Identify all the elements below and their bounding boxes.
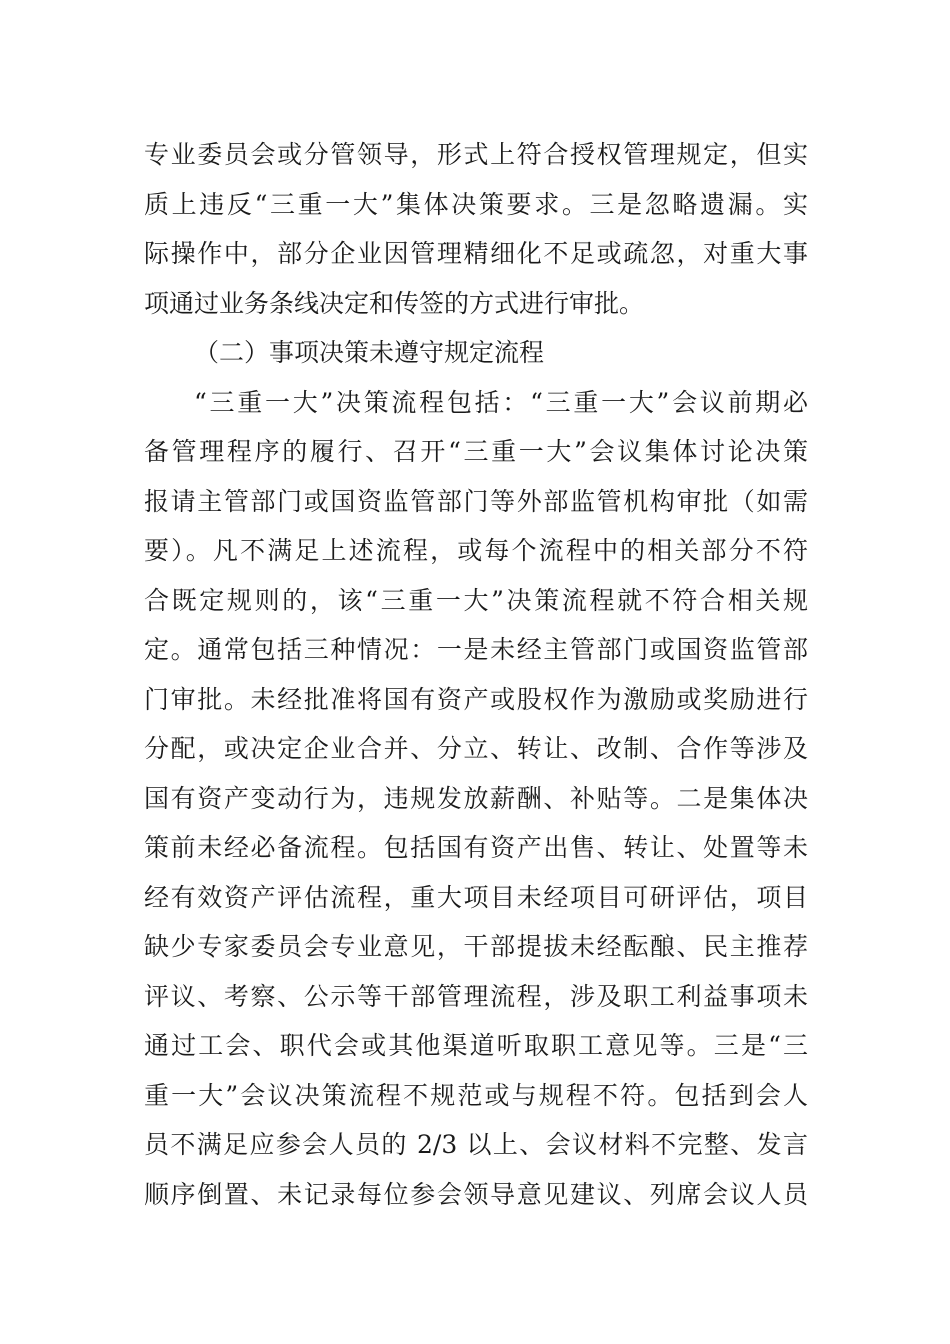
text-line: 备管理程序的履行、召开“三重一大”会议集体讨论决策 xyxy=(144,437,808,466)
text-line: 顺序倒置、未记录每位参会领导意见建议、列席会议人员 xyxy=(144,1179,808,1209)
text-line: 分配，或决定企业合并、分立、转让、改制、合作等涉及 xyxy=(144,734,808,763)
text-line: 国有资产变动行为，违规发放薪酬、补贴等。二是集体决 xyxy=(144,783,808,813)
section-heading: （二）事项决策未遵守规定流程 xyxy=(194,338,545,367)
text-line: 际操作中，部分企业因管理精细化不足或疏忽，对重大事 xyxy=(144,239,808,268)
text-line: 经有效资产评估流程，重大项目未经项目可研评估，项目 xyxy=(144,882,808,912)
text-line: 员不满足应参会人员的 2/3 以上、会议材料不完整、发言 xyxy=(144,1130,808,1159)
body-text xyxy=(144,130,808,1219)
text-line: 策前未经必备流程。包括国有资产出售、转让、处置等未 xyxy=(144,833,808,862)
text-line: 通过工会、职代会或其他渠道听取职工意见等。三是“三 xyxy=(144,1031,808,1060)
text-line: 评议、考察、公示等干部管理流程，涉及职工利益事项未 xyxy=(144,981,808,1011)
text-line: 定。通常包括三种情况：一是未经主管部门或国资监管部 xyxy=(144,635,808,664)
text-line: 质上违反“三重一大”集体决策要求。三是忽略遗漏。实 xyxy=(144,189,808,219)
text-line: “三重一大”决策流程包括：“三重一大”会议前期必 xyxy=(194,387,808,417)
text-line: 门审批。未经批准将国有资产或股权作为激励或奖励进行 xyxy=(144,684,808,714)
text-line: 项通过业务条线决定和传签的方式进行审批。 xyxy=(144,288,645,318)
text-line: 报请主管部门或国资监管部门等外部监管机构审批（如需 xyxy=(144,486,808,516)
text-line: 合既定规则的，该“三重一大”决策流程就不符合相关规 xyxy=(144,585,808,615)
text-line: 专业委员会或分管领导，形式上符合授权管理规定，但实 xyxy=(144,140,808,169)
text-line: 重一大”会议决策流程不规范或与规程不符。包括到会人 xyxy=(144,1080,808,1110)
text-line: 要）。凡不满足上述流程，或每个流程中的相关部分不符 xyxy=(144,536,808,565)
text-line: 缺少专家委员会专业意见，干部提拔未经酝酿、民主推荐 xyxy=(144,932,808,961)
